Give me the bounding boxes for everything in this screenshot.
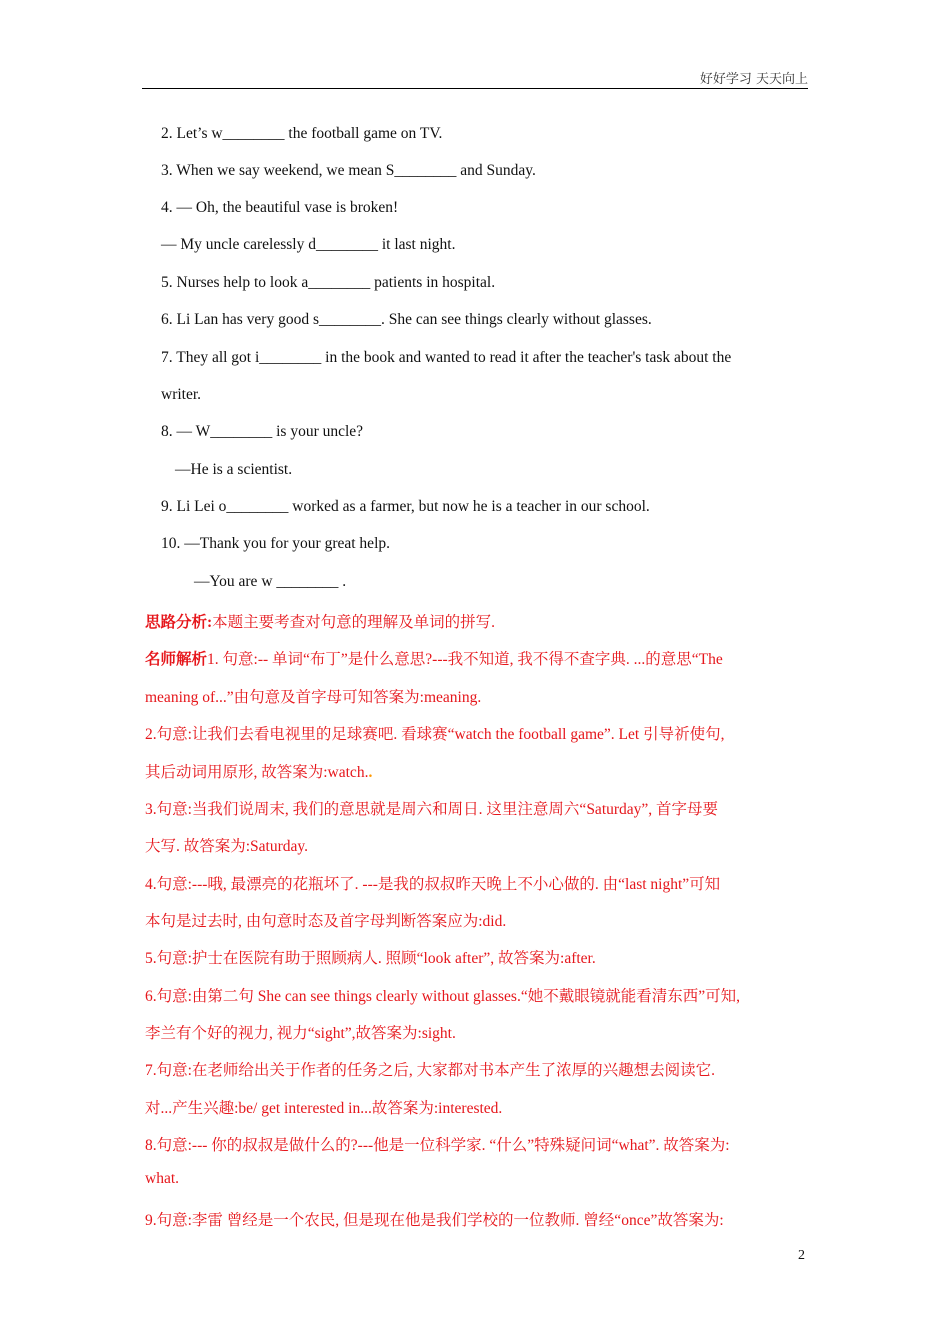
question-4-prompt: 4. — Oh, the beautiful vase is broken!	[161, 199, 399, 216]
explanation-line-6: 大写. 故答案为:Saturday.	[145, 838, 309, 855]
explanation-text: 其后动词用原形, 故答案为:watch.	[145, 764, 369, 781]
question-7-continued: writer.	[161, 386, 202, 403]
explanation-line-1	[145, 647, 723, 669]
question-8-prompt: 8. — W________ is your uncle?	[161, 423, 364, 440]
explanation-line-2: meaning of...”由句意及首字母可知答案为:meaning.	[145, 689, 482, 706]
explanation-line-5: 3.句意:当我们说周末, 我们的意思就是周六和周日. 这里注意周六“Saturday”, 首字母要	[145, 801, 719, 818]
explanation-line-4	[145, 760, 372, 782]
explanation-line-14: 8.句意:--- 你的叔叔是做什么的?---他是一位科学家. “什么”特殊疑问词“what”. 故答案为:	[145, 1137, 730, 1154]
explanation-line-16: 9.句意:李雷 曾经是一个农民, 但是现在他是我们学校的一位教师. 曾经“once”故答案为:	[145, 1212, 724, 1229]
question-10-reply: —You are w ________ .	[194, 573, 347, 590]
question-7: 7. They all got i________ in the book and wanted to read it after the teacher's task about the	[161, 349, 732, 366]
analysis-line	[145, 610, 495, 632]
question-9: 9. Li Lei o________ worked as a farmer, but now he is a teacher in our school.	[161, 498, 650, 515]
question-2: 2. Let’s w________ the football game on TV.	[161, 125, 443, 142]
question-5: 5. Nurses help to look a________ patients in hospital.	[161, 274, 496, 291]
explanation-label: 名师解析	[145, 651, 208, 668]
explanation-line-13: 对...产生兴趣:be/ get interested in...故答案为:interested.	[145, 1100, 503, 1117]
question-3: 3. When we say weekend, we mean S________ and Sunday.	[161, 162, 536, 179]
explanation-line-12: 7.句意:在老师给出关于作者的任务之后, 大家都对书本产生了浓厚的兴趣想去阅读它.	[145, 1062, 716, 1079]
explanation-line-8: 本句是过去时, 由句意时态及首字母判断答案应为:did.	[145, 913, 507, 930]
orange-dot: .	[368, 764, 373, 781]
analysis-text: 本题主要考查对句意的理解及单词的拼写.	[212, 614, 496, 631]
explanation-line-10: 6.句意:由第二句 She can see things clearly without glasses.“她不戴眼镜就能看清东西”可知,	[145, 988, 740, 1005]
explanation-line-9: 5.句意:护士在医院有助于照顾病人. 照顾“look after”, 故答案为:after.	[145, 950, 596, 967]
question-6: 6. Li Lan has very good s________. She can see things clearly without glasses.	[161, 311, 652, 328]
question-8-reply: —He is a scientist.	[175, 461, 293, 478]
explanation-text: 1. 句意:-- 单词“布丁”是什么意思?---我不知道, 我不得不查字典. ...的意思“The	[207, 651, 723, 668]
page-number: 2	[798, 1248, 805, 1263]
question-4-reply: — My uncle carelessly d________ it last night.	[161, 236, 456, 253]
explanation-line-3: 2.句意:让我们去看电视里的足球赛吧. 看球赛“watch the football game”. Let 引导祈使句,	[145, 726, 725, 743]
header-rule	[142, 88, 808, 89]
explanation-line-15: what.	[145, 1170, 180, 1187]
question-10-prompt: 10. —Thank you for your great help.	[161, 535, 390, 552]
analysis-label: 思路分析:	[145, 614, 213, 631]
explanation-line-7: 4.句意:---哦, 最漂亮的花瓶坏了. ---是我的叔叔昨天晚上不小心做的. 由“last night”可知	[145, 876, 721, 893]
header-motto: 好好学习 天天向上	[699, 72, 808, 87]
explanation-line-11: 李兰有个好的视力, 视力“sight”,故答案为:sight.	[145, 1025, 456, 1042]
